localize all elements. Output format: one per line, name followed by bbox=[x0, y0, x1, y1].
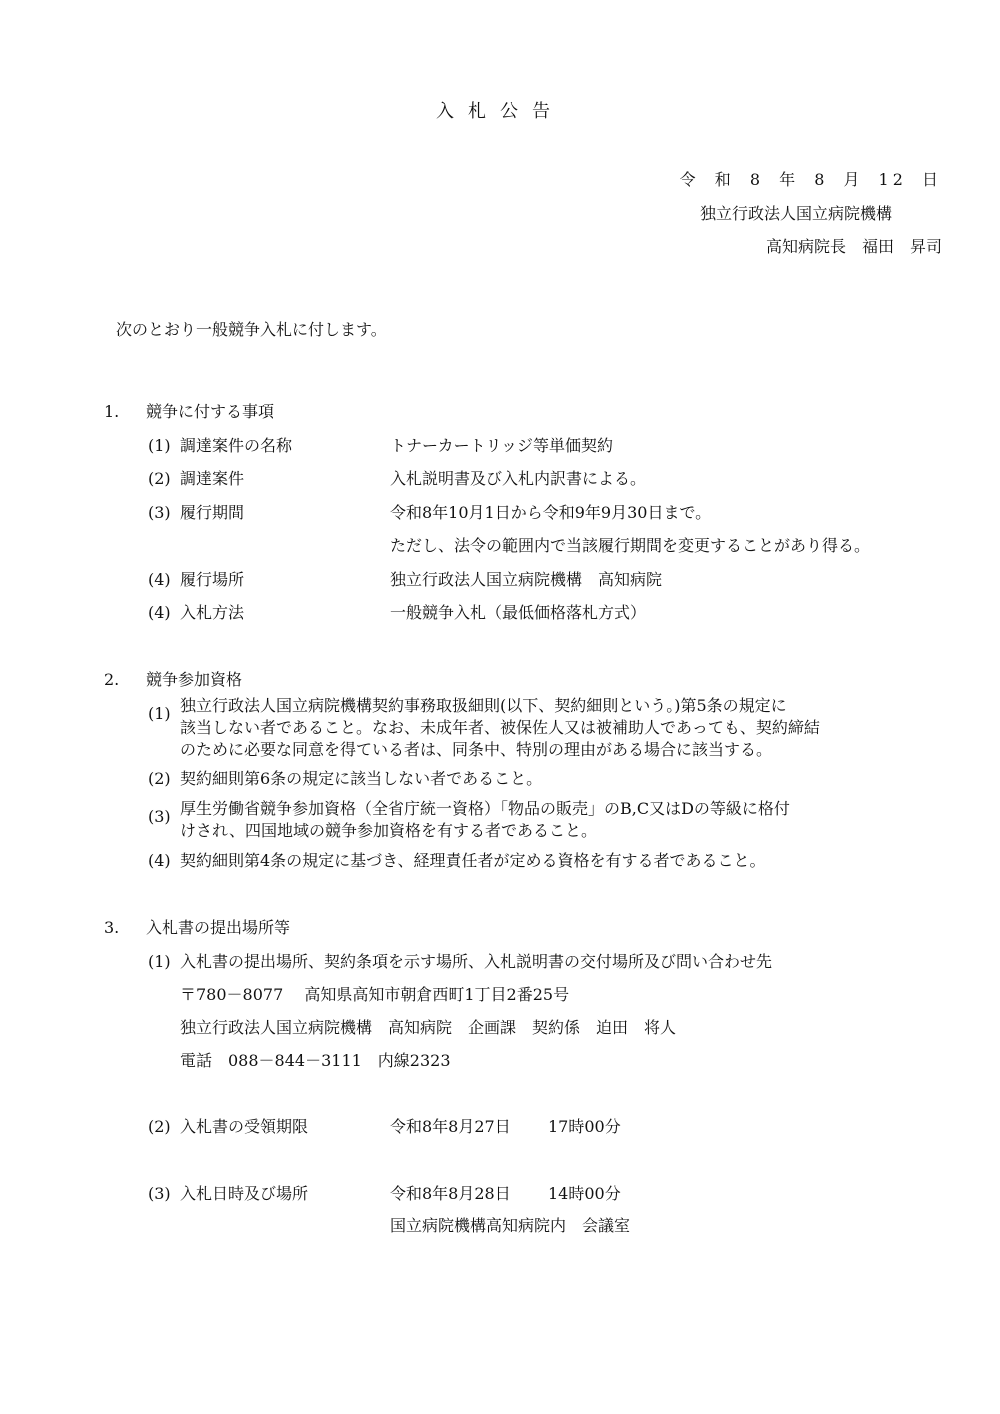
section1-item-label: 調達案件 bbox=[180, 469, 245, 488]
section1-item-label: 履行期間 bbox=[180, 503, 245, 522]
section1-item-num: (2) bbox=[148, 469, 171, 488]
section1-item-label: 調達案件の名称 bbox=[180, 436, 293, 455]
issuer-name: 高知病院長 福田 昇司 bbox=[765, 237, 942, 256]
bid-date: 令和8年8月28日 bbox=[390, 1184, 511, 1203]
section2-number: 2. bbox=[104, 670, 120, 689]
section2-item-num: (3) bbox=[148, 807, 171, 826]
section1-item-value: 独立行政法人国立病院機構 高知病院 bbox=[390, 570, 663, 589]
section1-item-num: (3) bbox=[148, 503, 171, 522]
contact-phone: 電話 088－844－3111 内線2323 bbox=[180, 1051, 451, 1070]
contact-person: 独立行政法人国立病院機構 高知病院 企画課 契約係 迫田 将人 bbox=[180, 1018, 677, 1037]
bid-time: 14時00分 bbox=[548, 1184, 621, 1203]
deadline-time: 17時00分 bbox=[548, 1117, 621, 1136]
issue-date: 令 和 8 年 8 月 12 日 bbox=[679, 170, 942, 189]
bid-place: 国立病院機構高知病院内 会議室 bbox=[390, 1216, 631, 1235]
section1-heading: 競争に付する事項 bbox=[146, 402, 275, 421]
section3-heading: 入札書の提出場所等 bbox=[146, 918, 291, 937]
section3-item-num: (3) bbox=[148, 1184, 171, 1203]
section2-item-line: けされ、四国地域の競争参加資格を有する者であること。 bbox=[180, 821, 597, 840]
intro-text: 次のとおり一般競争入札に付します。 bbox=[116, 320, 387, 339]
section1-item-num: (4) bbox=[148, 570, 171, 589]
section3-item-label: 入札日時及び場所 bbox=[180, 1184, 309, 1203]
section2-item-line: 独立行政法人国立病院機構契約事務取扱細則(以下、契約細則という。)第5条の規定に bbox=[180, 696, 787, 715]
section2-item-num: (2) bbox=[148, 769, 171, 788]
postal-address: 〒780－8077 高知県高知市朝倉西町1丁目2番25号 bbox=[180, 985, 570, 1004]
section2-heading: 競争参加資格 bbox=[146, 670, 243, 689]
section1-item-label: 入札方法 bbox=[180, 603, 245, 622]
section2-item-line: のために必要な同意を得ている者は、同条中、特別の理由がある場合に該当する。 bbox=[180, 740, 773, 759]
section1-number: 1. bbox=[104, 402, 120, 421]
section3-item-num: (1) bbox=[148, 952, 171, 971]
section1-item-value-note: ただし、法令の範囲内で当該履行期間を変更することがあり得る。 bbox=[390, 536, 871, 555]
section1-item-label: 履行場所 bbox=[180, 570, 245, 589]
section2-item-num: (1) bbox=[148, 704, 171, 723]
page-title: 入札公告 bbox=[436, 101, 564, 122]
section1-item-value: トナーカートリッジ等単価契約 bbox=[390, 436, 614, 455]
section1-item-num: (1) bbox=[148, 436, 171, 455]
deadline-date: 令和8年8月27日 bbox=[390, 1117, 511, 1136]
section1-item-value: 入札説明書及び入札内訳書による。 bbox=[390, 469, 647, 488]
section2-item-num: (4) bbox=[148, 851, 171, 870]
section3-number: 3. bbox=[104, 918, 120, 937]
section2-item-line: 契約細則第4条の規定に基づき、経理責任者が定める資格を有する者であること。 bbox=[180, 851, 766, 870]
section3-item-label: 入札書の受領期限 bbox=[180, 1117, 309, 1136]
section2-item-line: 該当しない者であること。なお、未成年者、被保佐人又は被補助人であっても、契約締結 bbox=[180, 718, 820, 737]
section1-item-value: 令和8年10月1日から令和9年9月30日まで。 bbox=[390, 503, 712, 522]
section1-item-num: (4) bbox=[148, 603, 171, 622]
section3-item-label: 入札書の提出場所、契約条項を示す場所、入札説明書の交付場所及び問い合わせ先 bbox=[180, 952, 773, 971]
section2-item-line: 厚生労働省競争参加資格（全省庁統一資格）「物品の販売」のB,C又はDの等級に格付 bbox=[180, 799, 790, 818]
section3-item-num: (2) bbox=[148, 1117, 171, 1136]
section2-item-line: 契約細則第6条の規定に該当しない者であること。 bbox=[180, 769, 543, 788]
section1-item-value: 一般競争入札（最低価格落札方式） bbox=[390, 603, 647, 622]
issuer-organization: 独立行政法人国立病院機構 bbox=[700, 204, 893, 223]
